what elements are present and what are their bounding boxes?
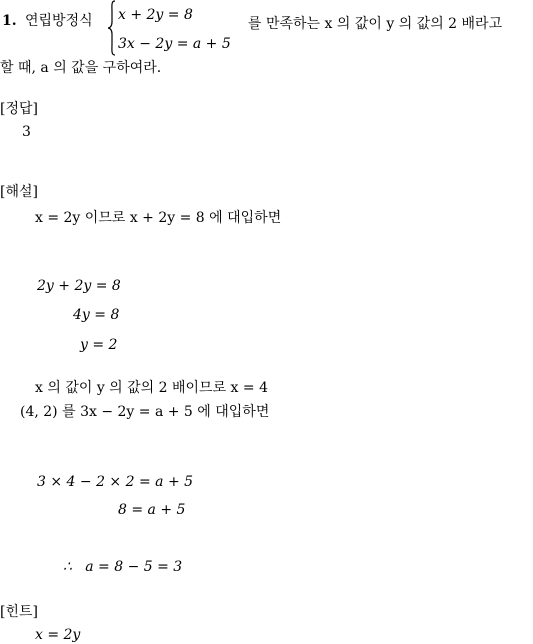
- hint-value: x = 2y: [35, 627, 81, 643]
- answer-label: [정답]: [0, 101, 38, 117]
- problem-line2: 할 때, a 의 값을 구하여라.: [0, 60, 162, 76]
- problem-line1-rest: 를 만족하는 x 의 값이 y 의 값의 2 배라고: [248, 16, 503, 32]
- solution-label: [해설]: [0, 184, 38, 200]
- solution-line3: (4, 2) 를 3x − 2y = a + 5 에 대입하면: [20, 404, 270, 420]
- calc2-line2: 8 = a + 5: [118, 502, 186, 518]
- problem-intro: 연립방정식: [25, 13, 93, 29]
- system-equation-1: x + 2y = 8: [118, 7, 193, 23]
- solution-conclusion: ∴ a = 8 − 5 = 3: [63, 559, 183, 575]
- solution-line2: x 의 값이 y 의 값의 2 배이므로 x = 4: [35, 380, 268, 396]
- calc1-line1: 2y + 2y = 8: [37, 278, 121, 294]
- problem-number: 1.: [2, 13, 17, 29]
- calc1-line3: y = 2: [80, 337, 118, 353]
- system-equation-2: 3x − 2y = a + 5: [118, 36, 231, 52]
- calc1-line2: 4y = 8: [73, 307, 120, 323]
- calc2-line1: 3 × 4 − 2 × 2 = a + 5: [37, 474, 194, 490]
- system-brace: [108, 0, 116, 56]
- answer-value: 3: [22, 124, 31, 140]
- hint-label: [힌트]: [0, 604, 38, 620]
- solution-line1: x = 2y 이므로 x + 2y = 8 에 대입하면: [35, 210, 282, 226]
